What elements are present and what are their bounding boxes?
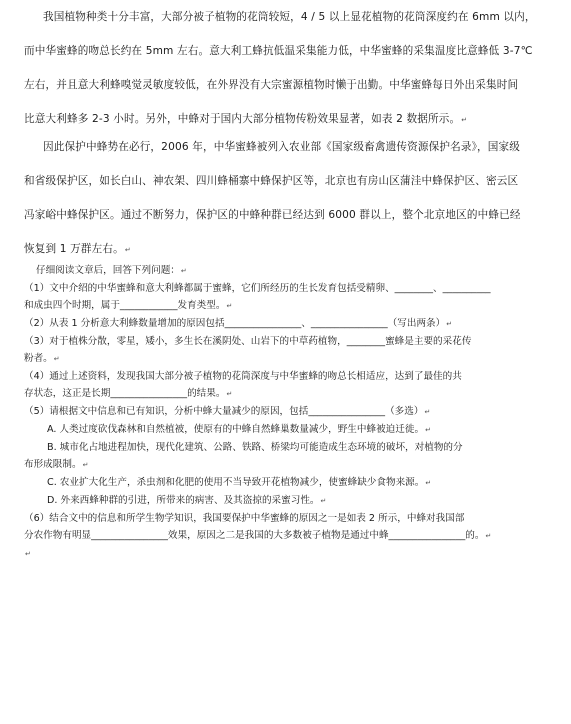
paragraph-1	[24, 0, 554, 137]
paragraph-mark: ↵	[425, 479, 432, 487]
option-b-cont: 布形成限制。↵	[24, 459, 89, 470]
paragraph-mark: ↵	[226, 302, 233, 310]
paragraph-mark: ↵	[485, 532, 492, 540]
question-4: （4）通过上述资料，发现我国大部分被子植物的花筒深度与中华蜜蜂的吻总长相适应，达到了最佳的共	[24, 371, 462, 382]
paragraph-mark: ↵	[180, 267, 187, 275]
text-line: 比意大利蜂多 2-3 小时。另外，中蜂对于国内大部分植物传粉效果显著，如表 2 数据所示。↵	[24, 113, 468, 125]
paragraph-mark: ↵	[424, 408, 431, 416]
paragraph-mark: ↵	[320, 497, 327, 505]
question-1: （1）文中介绍的中华蜜蜂和意大利蜂都属于蜜蜂，它们所经历的生长发育包括受精卵、________、__________	[24, 283, 491, 294]
paragraph-mark: ↵	[53, 355, 60, 363]
paragraph-mark: ↵	[446, 320, 453, 328]
text-line: 冯家峪中蜂保护区。通过不断努力，保护区的中蜂种群已经达到 6000 群以上，整个北京地区的中蜂已经	[24, 209, 521, 221]
paragraph-mark: ↵	[425, 426, 431, 434]
question-1-cont: 和成虫四个时期，属于____________发育类型。↵	[24, 300, 233, 311]
option-b: B. 城市化占地进程加快，现代化建筑、公路、铁路、桥梁均可能造成生态环境的破坏，对植物的分	[47, 442, 463, 453]
text-line: 而中华蜜蜂的吻总长约在 5mm 左右。意大利工蜂抗低温采集能力低，中华蜜蜂的采集温度比意蜂低 3-7℃	[24, 45, 533, 57]
option-d: D. 外来西蜂种群的引进，所带来的病害、及其盗掠的采蜜习性。↵	[47, 495, 327, 506]
question-5: （5）请根据文中信息和已有知识，分析中蜂大量减少的原因，包括________________（多选）↵	[24, 406, 431, 417]
text-line: 左右，并且意大利蜂嗅觉灵敏度较低，在外界没有大宗蜜源植物时懒于出勤。中华蜜蜂每日外出采集时间	[24, 79, 519, 91]
text-line: 恢复到 1 万群左右。↵	[24, 243, 131, 255]
text-line: 和省级保护区，如长白山、神农架、四川蜂桶寨中蜂保护区等，北京也有房山区蒲洼中蜂保护区、密云区	[24, 175, 519, 187]
text-line: 因此保护中蜂势在必行，2006 年，中华蜜蜂被列入农业部《国家级畜禽遗传资源保护名录》，国家级	[43, 141, 521, 153]
text-line: 我国植物种类十分丰富，大部分被子植物的花筒较短，4 / 5 以上显花植物的花筒深度约在 6mm 以内，	[43, 11, 536, 23]
option-a: A. 人类过度砍伐森林和自然植被，使原有的中蜂自然蜂巢数量减少，野生中蜂被迫迁徙。↵	[47, 424, 431, 435]
option-c: C. 农业扩大化生产，杀虫剂和化肥的使用不当导致开花植物减少，使蜜蜂缺少食物来源。↵	[47, 477, 432, 488]
question-4-cont: 存状态，这正是长期________________的结果。↵	[24, 388, 233, 399]
paragraph-mark: ↵	[124, 246, 131, 254]
questions-intro: 仔细阅读文章后，回答下列问题：↵	[36, 265, 187, 276]
question-3: （3）对于植株分散，零星，矮小，多生长在溪阴处、山岩下的中草药植物，________蜜蜂是主要的采花传	[24, 336, 472, 347]
paragraph-mark: ↵	[226, 390, 233, 398]
questions-section	[24, 262, 552, 563]
question-3-cont: 粉者。↵	[24, 353, 60, 364]
paragraph-2	[24, 130, 554, 267]
question-6: （6）结合文中的信息和所学生物学知识，我国要保护中华蜜蜂的原因之一是如表 2 所示，中蜂对我国部	[24, 513, 465, 524]
paragraph-mark: ↵	[82, 461, 89, 469]
paragraph-mark: ↵	[461, 116, 468, 124]
question-2: （2）从表 1 分析意大利蜂数量增加的原因包括________________、________________（写出两条）↵	[24, 318, 453, 329]
question-6-cont: 分农作物有明显________________效果，原因之二是我国的大多数被子植物是通过中蜂________________的。↵	[24, 530, 492, 541]
trailing-paragraph-mark: ↵	[25, 550, 31, 558]
